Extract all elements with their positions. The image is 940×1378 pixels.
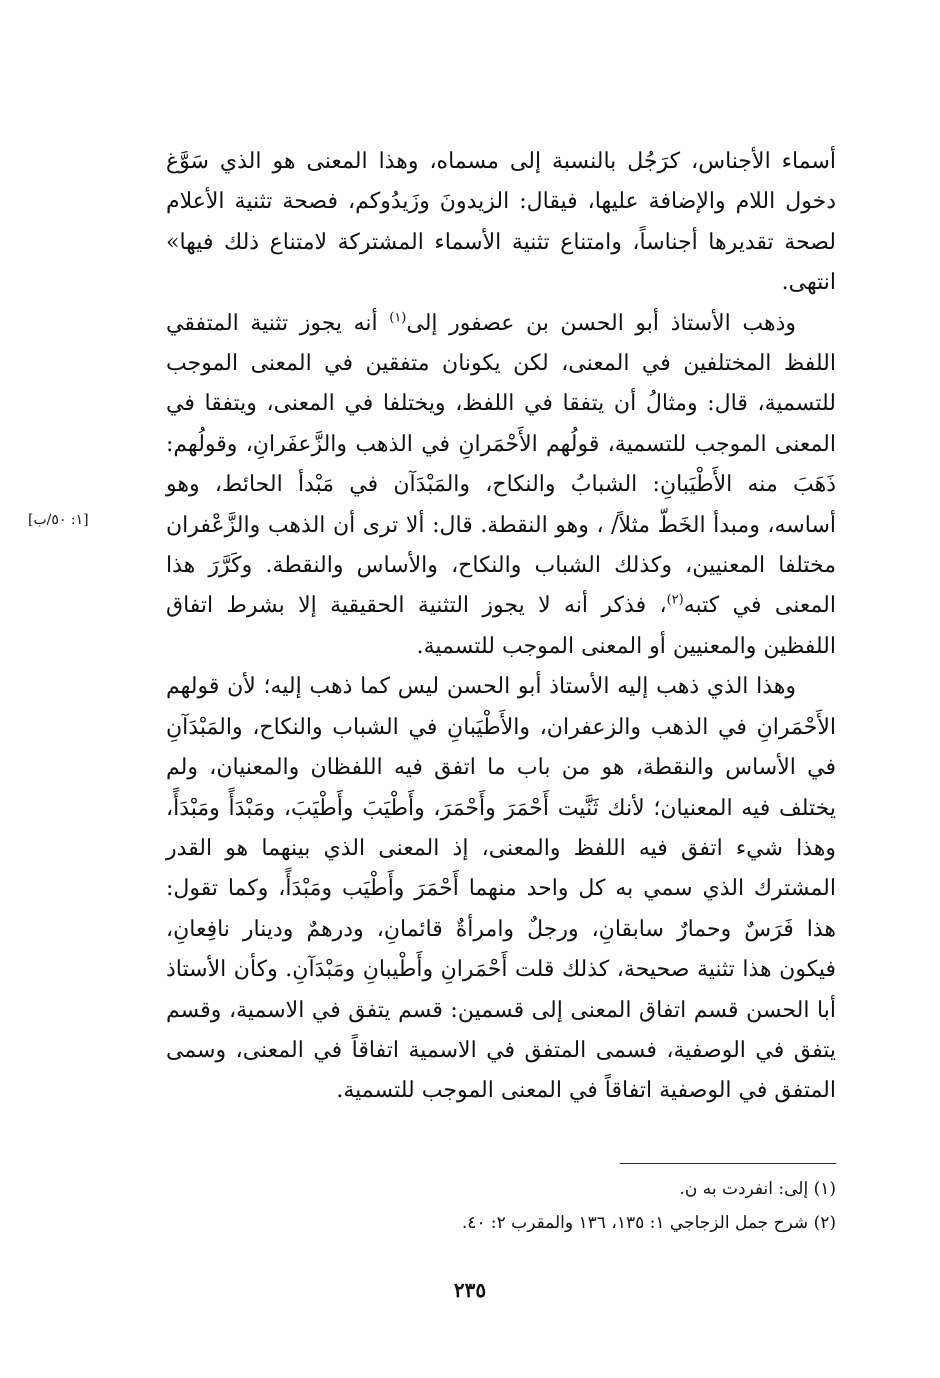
footnote-divider bbox=[620, 1163, 836, 1164]
footnotes bbox=[166, 1172, 836, 1240]
paragraph-3: وهذا الذي ذهب إليه الأستاذ أبو الحسن ليس كما ذهب إليه؛ لأن قولهم الأَحْمَرانِ في الذهب والزعفران، والأَطْيَبانِ في الشباب والنكاح، والمَبْدَآنِ في الأساس والنقطة، هو من باب ما اتفق فيه اللفظان والمعنيان، ولم يختلف فيه المعنيان؛ لأنك ثَنَّيت أَحْمَرَ وأَحْمَرَ، وأَطْيَبَ وأَطْيَبَ، ومَبْدَأً ومَبْدَأً، وهذا شيء اتفق فيه اللفظ والمعنى، إذ المعنى الذي بينهما هو القدر المشترك الذي سمي به كل واحد منهما أَحْمَرَ وأَطْيَب ومَبْدَأً، وكما تقول: هذا فَرَسٌ وحمارٌ سابقانِ، ورجلٌ وامرأةٌ قائمانِ، ودرهمٌ ودينار نافِعانِ، فيكون هذا تثنية صحيحة، كذلك قلت أَحْمَرانِ وأَطْيبانِ ومَبْدَآنِ. وكأن الأستاذ أبا الحسن قسم اتفاق المعنى إلى قسمين: قسم يتفق في الاسمية، وقسم يتفق في الوصفية، فسمى المتفق في الاسمية اتفاقاً في المعنى، وسمى المتفق في الوصفية اتفاقاً في المعنى الموجب للتسمية. bbox=[166, 674, 836, 1104]
footnote-1: (١) إلى: انفردت به ن. bbox=[679, 1179, 836, 1199]
footnote-ref-2[interactable]: (٢) bbox=[666, 593, 684, 609]
paragraph-1: أسماء الأجناس، كرَجُل بالنسبة إلى مسماه، وهذا المعنى هو الذي سَوَّغ دخول اللام والإضافة عليها، فيقال: الزيدونَ وزَيدُوكم، فصحة تثنية الأعلام لصحة تقديرها أجناساً، وامتناع تثنية الأسماء المشتركة لامتناع ذلك فيها» انتهى. bbox=[166, 149, 836, 296]
footnote-2: (٢) شرح جمل الزجاجي ١: ١٣٥، ١٣٦ والمقرب ٢: ٤٠. bbox=[461, 1213, 836, 1233]
manuscript-folio-note: [١: ٥٠/ب] bbox=[28, 512, 89, 528]
page-number: ٢٣٥ bbox=[453, 1278, 487, 1302]
footnote-ref-1[interactable]: (١) bbox=[389, 310, 407, 326]
paragraph-2: وذهب الأستاذ أبو الحسن بن عصفور إلى$^{(١)}$ أنه يجوز تثنية المتفقي اللفظ المختلفين في المعنى، لكن يكونان متفقين في المعنى الموجب للتسمية، قال: ومثالُ أن يتفقا في اللفظ، ويختلفا في المعنى، ويتفقا في المعنى الموجب للتسمية، قولُهم الأَحْمَرانِ في الذهب والزَّعفَرانِ، وقولُهم: ذَهَبَ منه الأَطْيَبانِ: الشبابُ والنكاح، والمَبْدَآن في مَبْدأ الحائط، وهو أساسه، ومبدأ الخَطّ مثلاً/ ، وهو النقطة. قال: ألا ترى أن الذهب والزَّعْفران مختلفا المعنيين، وكذلك الشباب والنكاح، والأساس والنقطة. وكَرَّرَ هذا المعنى في كتبه$^{(٢)}$، فذكر أنه لا يجوز التثنية الحقيقية إلا بشرط اتفاق اللفظين والمعنيين أو المعنى الموجب للتسمية. bbox=[166, 310, 836, 659]
main-text bbox=[166, 142, 836, 1112]
